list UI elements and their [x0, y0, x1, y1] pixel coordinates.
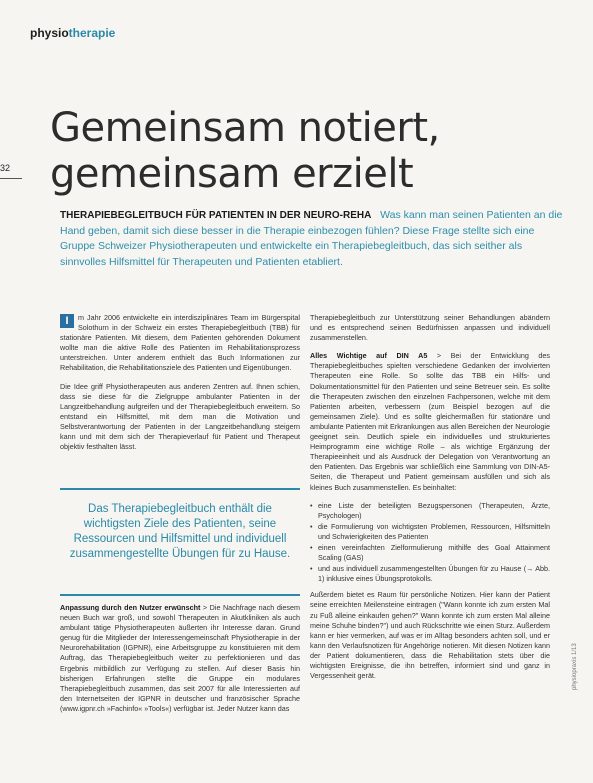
right-column	[310, 313, 550, 689]
list-item: • einen vereinfachten Zielformulierung mithilfe des Goal Attainment Scaling (GAS)	[310, 543, 550, 563]
headline-line-1: Gemeinsam notiert,	[50, 105, 440, 151]
intro-paragraph	[60, 313, 300, 374]
left-column-bottom	[60, 603, 300, 722]
page-number-rule	[0, 178, 22, 179]
dropcap: I	[60, 314, 74, 328]
page-credit: physiopraxis 1/13	[572, 643, 578, 690]
body-paragraph: Therapiebegleitbuch zur Unterstützung seiner Behandlungen abändern und es entsprechend seinen Bedürfnissen anpassen und individuell zusammenstellen.	[310, 313, 550, 343]
feature-list	[310, 501, 550, 585]
subheading: Alles Wichtige auf DIN A5	[310, 351, 428, 361]
body-paragraph-text: Die Nachfrage nach diesem neuen Buch war groß, und sowohl Therapeuten in Akutkliniken als auch ambulant tätige Physiotherapeuten äußerten ihr Interesse daran. Grund genug für die Mitglieder der Interessengemeinschaft Physiotherapie in der Neurorehabilitation (IGPNR), eine Arbeitsgruppe zu konstituieren mit dem Auftrag, das Therapiebegleitbuch weiter zu perfektionieren und das Ergebnis mitbildlich zur Verfügung zu stellen. Auf dieser Basis hin bisherigen Erfahrungen stellte die Gruppe ein modulares Therapiebegleitbuch zusammen, das seit 2007 für alle Interessierten auf den Internetseiten der IGPNR in deutscher und französischer Sprache (www.igpnr.ch »Fachinfo« »Tools«) verfügbar ist. Jeder Nutzer kann das	[60, 603, 300, 713]
list-item: • und aus individuell zusammengestellten Übungen für zu Hause (→ Abb. 1) inklusive eines Übungsprotokolls.	[310, 564, 550, 584]
pull-quote: Das Therapiebegleitbuch enthält die wichtigsten Ziele des Patienten, seine Ressourcen und Hilfsmittel und individuell zusammengestellte Übungen für zu Hause.	[60, 488, 300, 596]
page-number: 32	[0, 163, 11, 173]
intro-paragraph-text: m Jahr 2006 entwickelte ein interdisziplinäres Team im Bürgerspital Solothurn in der Schweiz ein erstes Therapiebegleitbuch (TBB) für stationäre Patienten. Mit diesem, dem Patienten gehörenden Dokument wollte man die aktive Rolle des Patienten im Rehabilitationsprozess unterstreichen. Unter anderem enthielt das Buch Informationen zur Rehabilitation, die Rehabilitationsziele des Patienten und Eigenübungen.	[60, 313, 300, 373]
section-label-suffix: therapie	[68, 26, 116, 40]
list-item: • eine Liste der beteiligten Bezugspersonen (Therapeuten, Ärzte, Psychologen)	[310, 501, 550, 521]
body-paragraph: Außerdem bietet es Raum für persönliche Notizen. Hier kann der Patient seine erreichten Meilensteine eintragen ("Wann konnte ich zum ersten Mal zu Fuß alleine einkaufen gehen?" Wann konnte ich zum ersten Mal alleine meine Schuhe binden?") und auch Rückschritte wie einen Sturz. Außerdem kann er hier vermerken, auf was er im Alltag besonders achten soll, und er kann den Verlaufsnotizen für Angehörige notieren. Mit diesen Notizen kann der Patient dokumentieren, dass die Rehabilitation stets über die wichtigsten Ereignisse, die ihn betreffen, informiert sind und ganz in Vergessenheit gerät.	[310, 590, 550, 681]
section-label-prefix: physio	[30, 26, 69, 40]
lead-kicker: THERAPIEBEGLEITBUCH FÜR PATIENTEN IN DER NEURO-REHA	[60, 210, 372, 221]
headline	[50, 105, 570, 197]
body-paragraph: Alles Wichtige auf DIN A5 > Bei der Entwicklung des Therapiebegleitbuches spielten verschiedene Gedanken der involvierten Therapeuten eine Rolle. So sollte das TBB ein Hilfs- und Dokumentationsmittel für den Patienten und seine Betreuer sein. Es sollte die Therapeuten zwischen den einzelnen Fachpersonen, welche mit dem Patienten arbeiten, verbessern (zum Beispiel bezogen auf die gemeinsamen Ziele). Und es sollte gleichermaßen für stationäre und ambulante Patienten mit Erkrankungen aus allen Bereichen der Neurologie geeignet sein. Deutlich spiele ein individuelles und strukturiertes Heimprogramm eine wichtige Rolle – als wichtige Ergänzung der Therapieeinheit und als Ausdruck der Delegation von Verantwortung an den Patienten. Das Ergebnis war schließlich eine Sammlung von DIN-A5-Seiten, die Therapeut und Patient gemeinsam ausfüllen und sich als kleines Buch zusammenstellen. Es beinhaltet:	[310, 351, 550, 492]
headline-line-2: gemeinsam erzielt	[50, 151, 414, 197]
subheading: Anpassung durch den Nutzer erwünscht	[60, 603, 201, 612]
section-label	[30, 26, 115, 40]
body-paragraph: Anpassung durch den Nutzer erwünscht > Die Nachfrage nach diesem neuen Buch war groß, und sowohl Therapeuten in Akutkliniken als auch ambulant tätige Physiotherapeuten äußerten ihr Interesse daran. Grund genug für die Mitglieder der Interessengemeinschaft Physiotherapie in der Neurorehabilitation (IGPNR), eine Arbeitsgruppe zu konstituieren mit dem Auftrag, das Therapiebegleitbuch weiter zu perfektionieren und das Ergebnis mitbildlich zur Verfügung zu stellen. Auf dieser Basis hin bisherigen Erfahrungen stellte die Gruppe ein modulares Therapiebegleitbuch zusammen, das seit 2007 für alle Interessierten auf den Internetseiten der IGPNR in deutscher und französischer Sprache (www.igpnr.ch »Fachinfo« »Tools«) verfügbar ist. Jeder Nutzer kann das	[60, 603, 300, 713]
body-paragraph: Die Idee griff Physiotherapeuten aus anderen Zentren auf. Ihnen schien, dass sie diese für die Zielgruppe ambulanter Patienten in der Langzeitbehandlung aufgreifen und der Therapiebegleitbuch erweitern. So entstand ein Hilfsmittel, mit dem man die Motivation und Selbstverantwortung der Patienten in der Langzeitbehandlung steigern kann und mit dem sich der Therapieverlauf für Patient und Therapeut objektiv festhalten lässt.	[60, 381, 300, 452]
lead-paragraph	[60, 208, 565, 270]
body-paragraph-text: Bei der Entwicklung des Therapiebegleitbuches spielten verschiedene Gedanken der involvierten Therapeuten eine Rolle. So sollte das TBB ein Hilfs- und Dokumentationsmittel für den Patienten und seine Betreuer sein. Es sollte die Therapeuten zwischen den einzelnen Fachpersonen, welche mit dem Patienten arbeiten, verbessern (zum Beispiel bezogen auf die gemeinsamen Ziele). Und es sollte gleichermaßen für stationäre und ambulante Patienten mit Erkrankungen aus allen Bereichen der Neurologie geeignet sein. Deutlich spiele ein individuelles und strukturiertes Heimprogramm eine wichtige Rolle – als wichtige Ergänzung der Therapieeinheit und als Ausdruck der Delegation von Verantwortung an den Patienten. Das Ergebnis war schließlich eine Sammlung von DIN-A5-Seiten, die Therapeut und Patient gemeinsam ausfüllen und sich als kleines Buch zusammenstellen. Es beinhaltet:	[310, 351, 550, 492]
lead-text: Was kann man seinen Patienten an die Hand geben, damit sich diese besser in die Therapie einbezogen fühlen? Diese Frage stellte sich eine Gruppe Schweizer Physiotherapeuten und entwickelte ein Therapiebegleitbuch, das sich seither als sinnvolles Hilfsmittel für Therapeuten und Patienten etabliert.	[60, 209, 563, 268]
left-column-top	[60, 313, 300, 460]
list-item: • die Formulierung von wichtigsten Problemen, Ressourcen, Hilfsmitteln und Schwierigkeiten des Patienten	[310, 522, 550, 542]
